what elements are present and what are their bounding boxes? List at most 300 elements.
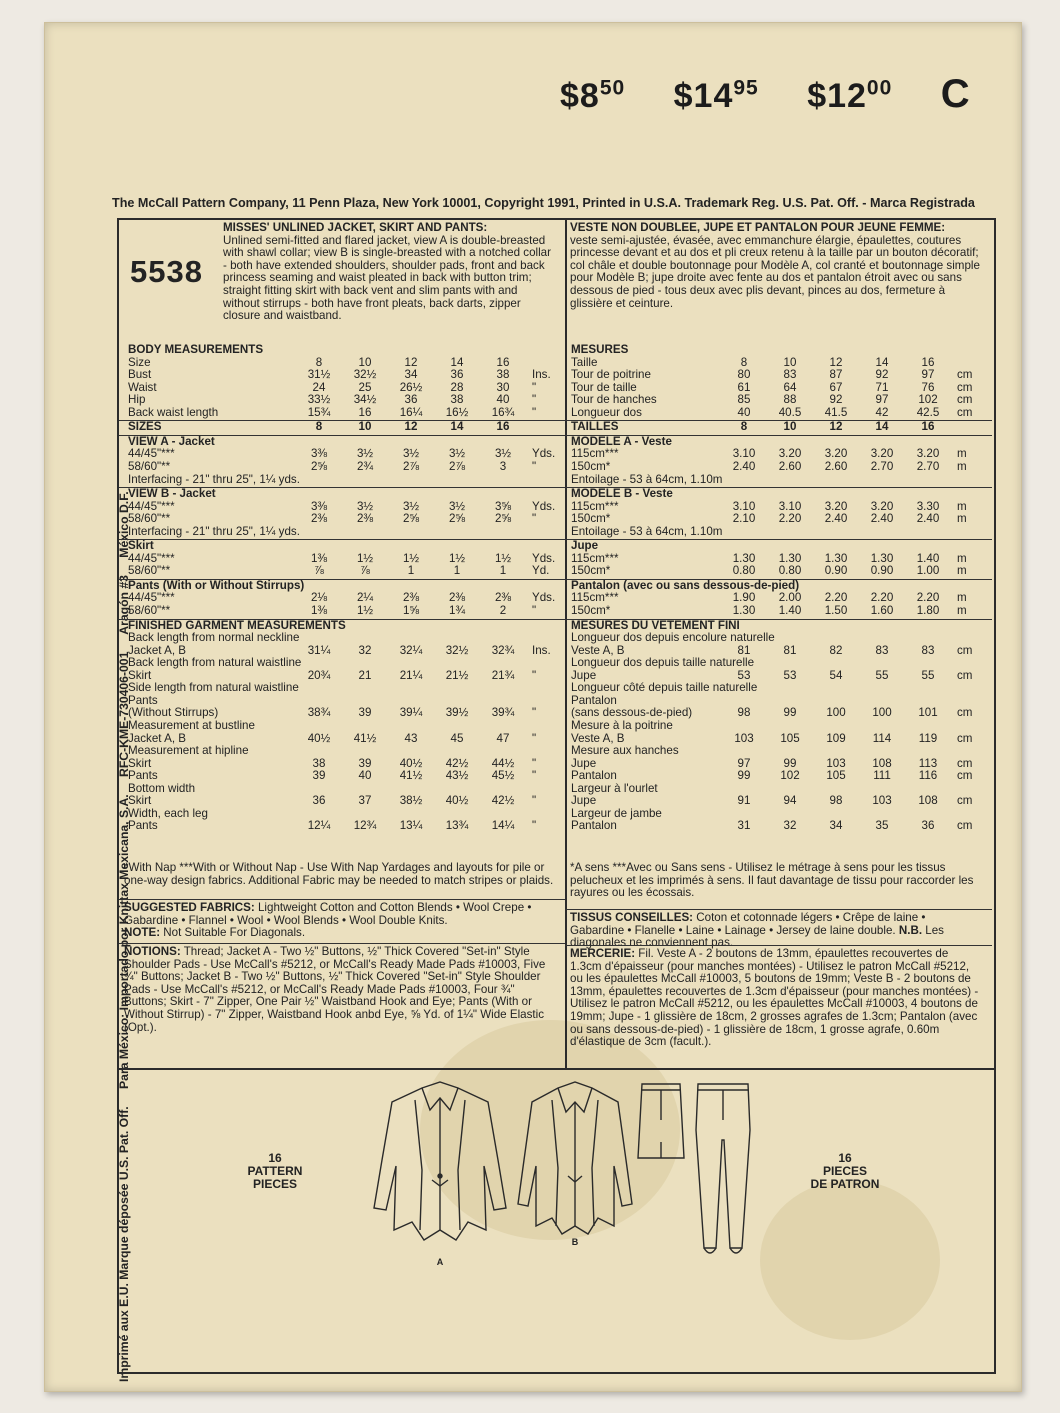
cell-value: 3.20 — [778, 447, 802, 461]
row-label: Size — [128, 355, 151, 369]
cell-value: 98 — [829, 794, 843, 808]
cell-value: 12 — [829, 420, 843, 434]
cell-value: 105 — [780, 731, 800, 745]
cell-value: 1 — [499, 564, 507, 578]
cell-value: 34 — [829, 819, 843, 833]
row-label: 58/60"** — [128, 459, 171, 473]
cell-unit: m — [957, 499, 967, 513]
row-label: Interfacing - 21" thru 25", 1¼ yds. — [128, 472, 300, 486]
cell-value: 38 — [496, 368, 510, 382]
row-label: Pantalon — [571, 769, 617, 783]
finished-row — [571, 682, 957, 695]
yardage-row — [571, 605, 967, 618]
yardage-row — [571, 448, 967, 461]
pattern-pieces-en — [220, 1152, 330, 1191]
cell-value: 2.20 — [824, 591, 848, 605]
cell-value: 13¼ — [399, 819, 423, 833]
cell-value: 2.40 — [916, 512, 940, 526]
cell-value: 81 — [783, 643, 797, 657]
yardage-row — [571, 501, 967, 514]
row-label: TAILLES — [571, 420, 619, 434]
sizes-row — [571, 421, 957, 434]
cell-unit: " — [532, 769, 537, 783]
fr-nap-note: *A sens ***Avec ou Sans sens - Utilisez le métrage à sens pour les tissus pelucheux et les imprimés à sens. Il faut davantage de tissu pour raccorder les rayures ou les écossais. — [570, 861, 974, 900]
cell-value: 20¾ — [307, 668, 331, 682]
row-label: Measurement at bustline — [128, 718, 255, 732]
cell-value: ⅞ — [360, 564, 370, 578]
cell-value: 16¾ — [491, 405, 515, 419]
row-label: Pants (With or Without Stirrups) — [128, 578, 305, 592]
cell-unit: m — [957, 564, 967, 578]
divider — [119, 899, 565, 900]
skirt-header — [571, 540, 721, 553]
cell-value: 1⅜ — [310, 604, 328, 617]
row-label: VIEW A - Jacket — [128, 434, 215, 448]
cell-value: 94 — [783, 794, 797, 808]
fr-fabrics-text: Coton et cotonnade légers • Crêpe de laine • Gabardine • Flanelle • Laine • Lainage • Jersey de laine double. — [570, 911, 926, 937]
row-label: Bust — [128, 368, 152, 382]
cell-value: 36 — [450, 368, 464, 382]
cell-unit: cm — [957, 368, 973, 382]
cell-value: 3.20 — [824, 447, 848, 461]
cell-value: 3⅝ — [494, 499, 512, 513]
row-label: 115cm*** — [571, 551, 619, 565]
cell-value: 35 — [875, 819, 889, 833]
cell-value: 102 — [918, 393, 938, 407]
cell-value: 1.00 — [916, 564, 940, 578]
cell-value: 2¼ — [356, 591, 374, 605]
row-label: Largeur à l'ourlet — [571, 781, 658, 795]
cell-value: 32¼ — [399, 643, 423, 657]
cell-value: 1½ — [402, 551, 420, 565]
row-label: Taille — [571, 355, 598, 369]
cell-value: 1.60 — [870, 604, 894, 617]
cell-value: 12¼ — [307, 819, 331, 833]
row-label: Back length from natural waistline — [128, 656, 302, 670]
finished-row — [128, 795, 536, 808]
cell-value: 100 — [872, 706, 892, 720]
row-label: Mesure aux hanches — [571, 744, 679, 758]
cell-unit: cm — [957, 668, 973, 682]
pieces-label: PIECES — [252, 1177, 297, 1191]
row-label: Pantalon — [571, 693, 617, 707]
cell-value: 8 — [315, 420, 323, 434]
cell-value: 99 — [737, 769, 751, 783]
fr-description-block — [570, 222, 986, 310]
section-divider — [119, 1068, 994, 1070]
cell-value: 1.40 — [916, 551, 940, 565]
row-label: Skirt — [128, 794, 152, 808]
cell-value: 38 — [450, 393, 464, 407]
sidebar-text: Para México: Importado por Knittax Mexicana, S.A. — [117, 794, 131, 1089]
cell-value: 2.60 — [778, 459, 802, 473]
row-label: Veste A, B — [571, 643, 625, 657]
cell-value: 24 — [312, 380, 326, 394]
sizes-row — [128, 421, 532, 434]
cell-value: 12 — [404, 355, 418, 369]
cell-value: 2⅜ — [494, 591, 512, 605]
cell-value: 2.70 — [870, 459, 894, 473]
cell-unit: " — [532, 706, 537, 720]
row-label: Skirt — [128, 668, 152, 682]
cell-unit: " — [532, 393, 537, 407]
cell-value: 88 — [783, 393, 797, 407]
cell-value: 38½ — [399, 794, 423, 808]
en-fabrics — [124, 902, 554, 940]
row-label: 150cm* — [571, 512, 611, 526]
cell-value: 87 — [829, 368, 843, 382]
cell-unit: Yds. — [532, 551, 556, 565]
cell-value: 1.40 — [778, 604, 802, 617]
pieces-count: 16 — [838, 1151, 852, 1165]
cell-value: 0.90 — [824, 564, 848, 578]
cell-value: 102 — [780, 769, 800, 783]
cell-value: 21½ — [445, 668, 469, 682]
finished-row — [571, 720, 957, 733]
en-description-block — [223, 222, 553, 323]
cell-value: 111 — [873, 769, 891, 783]
cell-value: 36 — [404, 393, 418, 407]
row-label: Tour de poitrine — [571, 368, 651, 382]
row-label: Largeur de jambe — [571, 806, 662, 820]
yardage-row — [571, 592, 967, 605]
cell-value: 2⅜ — [402, 591, 420, 605]
cell-value: 12 — [829, 355, 843, 369]
cell-unit: cm — [957, 405, 973, 419]
price-3: $\$12^{00}$ — [807, 76, 893, 115]
cell-value: 42 — [875, 405, 889, 419]
cell-value: 15¾ — [307, 405, 331, 419]
view-a-label: A — [436, 1257, 444, 1267]
cell-value: 1⅝ — [402, 604, 420, 617]
cell-unit: " — [532, 731, 537, 745]
yardage-row — [571, 461, 967, 474]
yardage-row — [128, 565, 549, 578]
pieces-count: 16 — [268, 1151, 282, 1165]
yardage-row — [128, 501, 555, 514]
cell-value: 10 — [783, 355, 797, 369]
body-measurement-row — [128, 407, 536, 420]
cell-value: 43½ — [445, 769, 469, 783]
pieces-label: PATTERN — [247, 1164, 303, 1178]
yardage-row — [571, 553, 967, 566]
row-label: 44/45"*** — [128, 551, 175, 565]
cell-unit: Ins. — [532, 368, 551, 382]
en-description: Unlined semi-fitted and flared jacket, view A is double-breasted with shawl collar; view B is single-breasted with a notched collar - both have extended shoulders, shoulder pads, front and back princess seaming and waist pleated in back with button trim; straight fitting skirt with back vent and slim pants with and without stirrups - both have front pleats, back darts, zipper closure and waistband. — [223, 233, 551, 323]
cell-value: 82 — [829, 643, 843, 657]
row-label: 115cm*** — [571, 499, 619, 513]
cell-value: 53 — [737, 668, 751, 682]
interfacing-note — [128, 524, 300, 539]
cell-value: 39 — [312, 769, 326, 783]
price-code: C — [940, 72, 971, 116]
row-label: Waist — [128, 380, 157, 394]
cell-value: 99 — [783, 756, 797, 770]
skirt-header — [128, 540, 296, 553]
divider — [565, 945, 992, 946]
cell-value: 14¼ — [491, 819, 515, 833]
cell-value: 40½ — [399, 756, 423, 770]
cell-value: 39 — [358, 706, 372, 720]
pattern-pieces-fr — [780, 1152, 910, 1191]
cell-value: 16 — [496, 355, 510, 369]
cell-unit: cm — [957, 769, 973, 783]
cell-value: 40½ — [307, 731, 331, 745]
row-label: 150cm* — [571, 604, 611, 617]
row-label: 58/60"** — [128, 604, 171, 617]
cell-value: 45 — [450, 731, 464, 745]
cell-value: 21¼ — [399, 668, 423, 682]
cell-value: 32½ — [445, 643, 469, 657]
cell-unit: " — [532, 604, 537, 617]
fr-fabrics-note: Les diagonales ne conviennent pas. — [570, 923, 944, 950]
sidebar-text: RFC-KME-730406-001 — [117, 651, 131, 777]
cell-unit: cm — [957, 794, 973, 808]
cell-unit: " — [532, 794, 537, 808]
row-label: Jupe — [571, 794, 597, 808]
fr-description: veste semi-ajustée, évasée, avec emmanchure élargie, épaulettes, coutures princesse devant et au dos et pli creux retenu à la taille par un bouton décoratif; col châle et double boutonnage pour Modèle A, col cranté et boutonnage simple pour Modèle B; jupe droite avec fente au dos et pantalon étroit avec ou sans dessous de pied - tous deux avec plis devant, pinces au dos, fermeture à glissière et ceinture. — [570, 233, 980, 310]
cell-value: 33½ — [307, 393, 331, 407]
cell-value: 39¼ — [399, 706, 423, 720]
finished-row — [571, 783, 957, 796]
jacket-a-sketch — [360, 1080, 520, 1250]
body-measurement-row — [128, 357, 532, 370]
cell-value: 2.60 — [824, 459, 848, 473]
cell-unit: Yds. — [532, 447, 556, 461]
cell-value: 53 — [783, 668, 797, 682]
cell-value: 32½ — [353, 368, 377, 382]
finished-row — [128, 682, 532, 695]
cell-unit: m — [957, 591, 967, 605]
interfacing-note — [571, 526, 721, 539]
cell-value: 2.00 — [778, 591, 802, 605]
cell-value: 2⅜ — [310, 512, 328, 526]
row-label: 115cm*** — [571, 591, 619, 605]
yardage-row — [128, 448, 555, 461]
cell-value: 39 — [358, 756, 372, 770]
cell-value: 26½ — [399, 380, 423, 394]
cell-unit: m — [957, 459, 967, 473]
row-label: 150cm* — [571, 564, 611, 578]
en-nap-note: *With Nap ***With or Without Nap - Use With Nap Yardages and layouts for pile or one-way design fabrics. Additional Fabric may be needed to match stripes or plaids. — [124, 861, 554, 887]
row-label: (sans dessous-de-pied) — [571, 706, 693, 720]
view-b-header — [571, 488, 721, 501]
cell-value: 2.20 — [870, 591, 894, 605]
sidebar-text: Imprimé aux E.U. Marque déposée U.S. Pat. Off. — [117, 1106, 131, 1382]
cell-value: 38¾ — [307, 706, 331, 720]
cell-value: 64 — [783, 380, 797, 394]
cell-unit: cm — [957, 706, 973, 720]
en-notions — [124, 946, 554, 1034]
row-label: Interfacing - 21" thru 25", 1¼ yds. — [128, 524, 300, 538]
row-label: FINISHED GARMENT MEASUREMENTS — [128, 618, 346, 632]
row-label: Jupe — [571, 539, 599, 553]
interfacing-note — [128, 472, 300, 487]
cell-value: 1.30 — [824, 551, 848, 565]
yardage-row — [128, 513, 536, 526]
jacket-b-sketch — [510, 1080, 640, 1250]
cell-value: 108 — [918, 794, 938, 808]
cell-value: 3.20 — [824, 499, 848, 513]
body-measurements-header — [128, 344, 296, 357]
cell-value: 1½ — [356, 551, 374, 565]
cell-value: 2.40 — [870, 512, 894, 526]
cell-unit: Yds. — [532, 591, 556, 605]
divider — [565, 909, 992, 910]
company-line: The McCall Pattern Company, 11 Penn Plaza, New York 10001, Copyright 1991, Printed in U.S.A. Trademark Reg. U.S. Pat. Off. - Marca Registrada — [112, 196, 975, 210]
en-fabrics-note: Not Suitable For Diagonals. — [160, 926, 306, 940]
cell-value: 42½ — [445, 756, 469, 770]
cell-value: 0.90 — [870, 564, 894, 578]
row-label: Skirt — [128, 539, 154, 553]
cell-value: 14 — [450, 420, 464, 434]
cell-unit: Yds. — [532, 499, 556, 513]
cell-value: 16¼ — [399, 405, 423, 419]
cell-value: 21¾ — [491, 668, 515, 682]
finished-row — [571, 632, 957, 645]
cell-value: 1½ — [356, 604, 374, 617]
row-label: Tour de taille — [571, 380, 637, 394]
row-label: Jacket A, B — [128, 731, 186, 745]
cell-value: 10 — [358, 420, 372, 434]
divider — [119, 943, 565, 944]
finished-row — [128, 770, 536, 783]
cell-value: 1.80 — [916, 604, 940, 617]
cell-unit: m — [957, 551, 967, 565]
cell-value: 38 — [312, 756, 326, 770]
cell-value: 43 — [404, 731, 418, 745]
cell-value: 21 — [358, 668, 372, 682]
cell-value: 14 — [875, 355, 889, 369]
row-label: Jacket A, B — [128, 643, 186, 657]
en-fabrics-label: SUGGESTED FABRICS: — [124, 901, 255, 914]
cell-value: 1.30 — [778, 551, 802, 565]
cell-value: 42½ — [491, 794, 515, 808]
cell-value: 39½ — [445, 706, 469, 720]
price-list — [560, 72, 1009, 117]
finished-row — [128, 632, 532, 645]
cell-value: 3½ — [402, 447, 420, 461]
cell-value: 3½ — [448, 447, 466, 461]
cell-value: 61 — [737, 380, 751, 394]
row-label: Hip — [128, 393, 146, 407]
cell-value: 32 — [783, 819, 797, 833]
cell-value: 3½ — [448, 499, 466, 513]
cell-unit: " — [532, 405, 537, 419]
cell-value: 83 — [783, 368, 797, 382]
cell-unit: m — [957, 512, 967, 526]
price-2: $\$14^{95}$ — [673, 76, 759, 115]
cell-value: 3½ — [356, 499, 374, 513]
pants-sketch — [688, 1080, 758, 1260]
row-label: Side length from natural waistline — [128, 681, 299, 695]
body-measurement-row — [571, 407, 972, 420]
cell-value: 1 — [453, 564, 461, 578]
cell-unit: m — [957, 604, 967, 617]
cell-value: 76 — [921, 380, 935, 394]
cell-value: 31¼ — [307, 643, 331, 657]
row-label: 44/45"*** — [128, 499, 175, 513]
en-fabrics-note-label: NOTE: — [124, 926, 161, 940]
cell-value: 36 — [312, 794, 326, 808]
cell-value: 3.10 — [778, 499, 802, 513]
row-label: VIEW B - Jacket — [128, 487, 216, 501]
body-measurement-row — [128, 369, 551, 382]
body-measurement-row — [128, 382, 536, 395]
row-label: Mesure à la poitrine — [571, 718, 673, 732]
cell-value: 2⅝ — [310, 459, 328, 473]
cell-unit: Ins. — [532, 643, 551, 657]
cell-value: 1.50 — [824, 604, 848, 617]
cell-value: 114 — [872, 731, 892, 745]
cell-value: 92 — [875, 368, 889, 382]
column-divider — [565, 220, 567, 1068]
cell-value: 32 — [358, 643, 372, 657]
cell-value: 98 — [737, 706, 751, 720]
row-label: Veste A, B — [571, 731, 625, 745]
row-label: Bottom width — [128, 781, 196, 795]
cell-value: 39¾ — [491, 706, 515, 720]
row-label: Longueur dos depuis taille naturelle — [571, 656, 755, 670]
cell-value: 3½ — [494, 447, 512, 461]
en-notions-label: NOTIONS: — [124, 945, 181, 958]
pieces-label: PIECES — [822, 1164, 867, 1178]
cell-value: 3.10 — [732, 447, 756, 461]
finished-row — [128, 820, 536, 833]
cell-value: 2⅝ — [448, 512, 466, 526]
row-label: Jupe — [571, 668, 597, 682]
cell-value: 103 — [734, 731, 754, 745]
view-b-label: B — [571, 1237, 579, 1247]
cell-value: 2⅛ — [310, 591, 328, 605]
yardage-row — [128, 553, 555, 566]
cell-value: 41½ — [399, 769, 423, 783]
cell-value: 3⅜ — [310, 499, 328, 513]
cell-unit: cm — [957, 731, 973, 745]
cell-value: 41.5 — [824, 405, 848, 419]
cell-value: 10 — [783, 420, 797, 434]
cell-unit: cm — [957, 756, 973, 770]
cell-value: 1½ — [448, 551, 466, 565]
yardage-row — [128, 605, 536, 618]
cell-value: 2.70 — [916, 459, 940, 473]
cell-unit: cm — [957, 393, 973, 407]
interfacing-note — [571, 474, 721, 487]
cell-value: 28 — [450, 380, 464, 394]
row-label: Back waist length — [128, 405, 219, 419]
cell-value: 71 — [875, 380, 889, 394]
cell-value: 81 — [737, 643, 751, 657]
cell-unit: Yd. — [532, 564, 550, 578]
cell-value: 10 — [358, 355, 372, 369]
cell-value: 116 — [918, 769, 938, 783]
row-label: Pants — [128, 819, 158, 833]
cell-value: 16 — [921, 420, 935, 434]
cell-value: 41½ — [353, 731, 377, 745]
fr-notions-label: MERCERIE: — [570, 947, 636, 960]
cell-value: 1⅜ — [310, 551, 328, 565]
row-label: Pantalon (avec ou sans dessous-de-pied) — [571, 578, 800, 592]
row-label: Longueur côté depuis taille naturelle — [571, 681, 758, 695]
row-label: Skirt — [128, 756, 152, 770]
cell-value: 91 — [737, 794, 751, 808]
finished-row — [571, 758, 972, 771]
row-label: Entoilage - 53 à 64cm, 1.10m — [571, 524, 723, 538]
cell-value: ⅞ — [314, 564, 324, 578]
row-label: 58/60"** — [128, 512, 171, 526]
cell-value: 30 — [496, 380, 510, 394]
cell-value: 31½ — [307, 368, 331, 382]
